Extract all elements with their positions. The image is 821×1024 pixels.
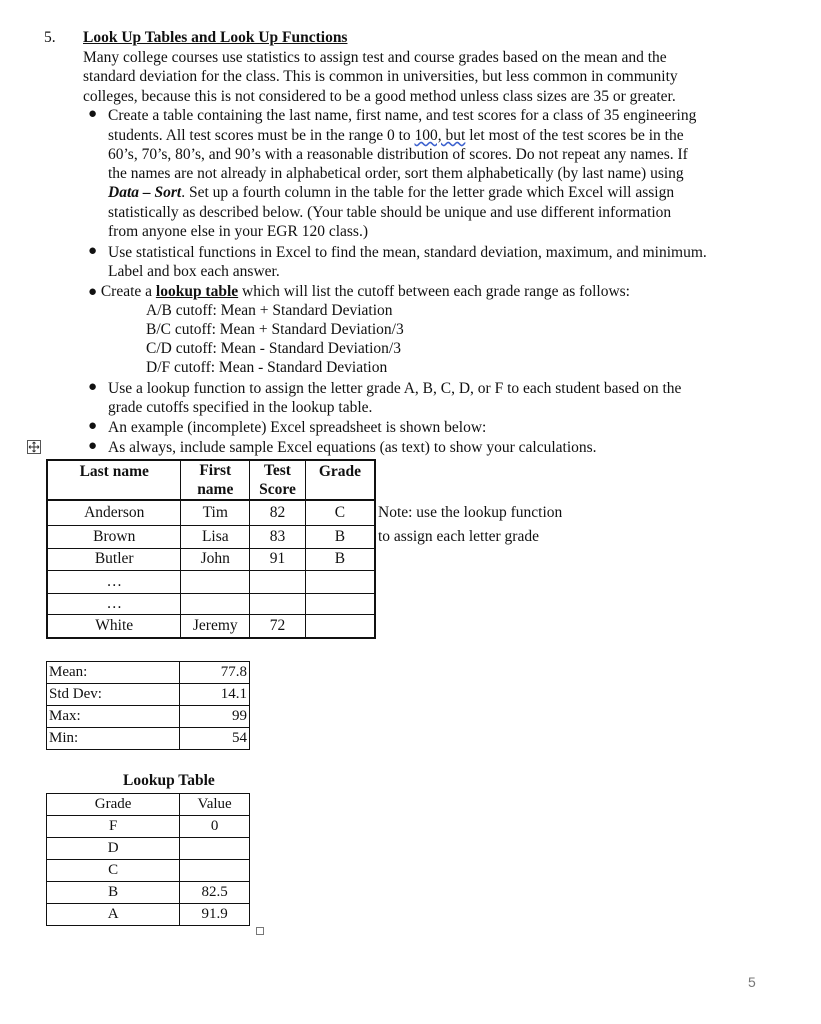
table-row	[47, 525, 375, 548]
cell-first: Lisa	[181, 525, 250, 548]
cell-first	[181, 593, 250, 614]
lookup-header-value: Value	[180, 794, 250, 816]
cell-score	[250, 593, 306, 614]
b5-line: An example (incomplete) Excel spreadsheet is shown below:	[108, 419, 487, 436]
lookup-grade: D	[47, 838, 180, 860]
b1-line-5: Data – Sort. Set up a fourth column in the table for the letter grade which Excel will assign	[108, 184, 675, 201]
cell-last: Butler	[47, 548, 181, 570]
intro-line-3: colleges, because this is not considered to be a good method unless class sizes are 35 or greater.	[83, 88, 676, 105]
spellcheck-flag: 100, but	[414, 127, 466, 144]
lookup-value	[180, 860, 250, 882]
b1-line-3: 60’s, 70’s, 80’s, and 90’s with a reasonable distribution of scores. Do not repeat any names. If	[108, 146, 688, 163]
bullet-dot: ●	[88, 418, 98, 434]
stat-value: 99	[180, 706, 250, 728]
cell-last: Brown	[47, 525, 181, 548]
cell-grade: C	[305, 500, 375, 525]
b1-line-1: Create a table containing the last name, first name, and test scores for a class of 35 engineering	[108, 107, 697, 124]
section-number: 5.	[44, 29, 56, 46]
move-handle-icon[interactable]	[27, 440, 41, 454]
stats-table	[46, 661, 250, 750]
table-row	[47, 816, 250, 838]
lookup-table	[46, 793, 250, 926]
lookup-value: 82.5	[180, 882, 250, 904]
stat-label: Max:	[47, 706, 180, 728]
stat-row-mean	[47, 662, 250, 684]
cutoff-bc: B/C cutoff: Mean + Standard Deviation/3	[146, 321, 404, 338]
cell-score: 83	[250, 525, 306, 548]
page-number: 5	[748, 974, 756, 990]
grade-table	[46, 459, 376, 639]
intro-line-2: standard deviation for the class. This is common in universities, but less common in community	[83, 68, 678, 85]
cell-first: Jeremy	[181, 614, 250, 638]
header-grade: Grade	[305, 460, 375, 500]
stat-label: Std Dev:	[47, 684, 180, 706]
cell-grade: B	[305, 525, 375, 548]
b2-line-2: Label and box each answer.	[108, 263, 280, 280]
stat-row-min	[47, 728, 250, 750]
lookup-value: 91.9	[180, 904, 250, 926]
table-row	[47, 860, 250, 882]
cell-first: John	[181, 548, 250, 570]
note-line-2: to assign each letter grade	[378, 528, 539, 545]
stat-label: Min:	[47, 728, 180, 750]
cutoff-cd: C/D cutoff: Mean - Standard Deviation/3	[146, 340, 401, 357]
stat-value: 14.1	[180, 684, 250, 706]
header-first-name: First name	[181, 460, 250, 500]
cell-first: Tim	[181, 500, 250, 525]
cell-last: White	[47, 614, 181, 638]
bullet-dot: ●	[88, 379, 98, 395]
cell-last: …	[47, 570, 181, 593]
table-row	[47, 500, 375, 525]
stat-value: 77.8	[180, 662, 250, 684]
lookup-grade: B	[47, 882, 180, 904]
b2-line-1: Use statistical functions in Excel to find the mean, standard deviation, maximum, and minimum.	[108, 244, 707, 261]
cell-score: 72	[250, 614, 306, 638]
stat-row-std-dev	[47, 684, 250, 706]
b1-line-7: from anyone else in your EGR 120 class.)	[108, 223, 368, 240]
b3-line: ● Create a lookup table which will list the cutoff between each grade range as follows:	[88, 283, 630, 300]
bullet-dot: ●	[88, 243, 98, 259]
cell-grade: B	[305, 548, 375, 570]
header-last-name: Last name	[47, 460, 181, 500]
lookup-title: Lookup Table	[123, 772, 215, 789]
b6-line: As always, include sample Excel equations (as text) to show your calculations.	[108, 439, 597, 456]
cell-last: …	[47, 593, 181, 614]
b1-line-2: students. All test scores must be in the range 0 to 100, but let most of the test scores be in the	[108, 127, 684, 144]
lookup-value	[180, 838, 250, 860]
table-row	[47, 882, 250, 904]
intro-line-1: Many college courses use statistics to assign test and course grades based on the mean and the	[83, 49, 667, 66]
stat-row-max	[47, 706, 250, 728]
resize-handle-icon[interactable]	[256, 927, 264, 935]
cell-score: 91	[250, 548, 306, 570]
section-title: Look Up Tables and Look Up Functions	[83, 29, 348, 46]
cell-last: Anderson	[47, 500, 181, 525]
table-row	[47, 570, 375, 593]
b1-line-6: statistically as described below. (Your table should be unique and use different information	[108, 204, 672, 221]
lookup-grade: A	[47, 904, 180, 926]
b4-line-1: Use a lookup function to assign the letter grade A, B, C, D, or F to each student based on the	[108, 380, 682, 397]
table-row	[47, 838, 250, 860]
header-test-score: Test Score	[250, 460, 306, 500]
grade-table-header	[47, 460, 375, 500]
bullet-dot: ●	[88, 106, 98, 122]
table-row	[47, 593, 375, 614]
table-row	[47, 904, 250, 926]
b1-line-4: the names are not already in alphabetical order, sort them alphabetically (by last name) using	[108, 165, 684, 182]
cell-first	[181, 570, 250, 593]
lookup-grade: F	[47, 816, 180, 838]
cell-score	[250, 570, 306, 593]
lookup-header	[47, 794, 250, 816]
table-row	[47, 614, 375, 638]
lookup-header-grade: Grade	[47, 794, 180, 816]
cutoff-df: D/F cutoff: Mean - Standard Deviation	[146, 359, 388, 376]
cutoff-ab: A/B cutoff: Mean + Standard Deviation	[146, 302, 393, 319]
stat-value: 54	[180, 728, 250, 750]
b4-line-2: grade cutoffs specified in the lookup table.	[108, 399, 373, 416]
cell-grade	[305, 614, 375, 638]
note-line-1: Note: use the lookup function	[378, 504, 563, 521]
cell-score: 82	[250, 500, 306, 525]
stat-label: Mean:	[47, 662, 180, 684]
table-row	[47, 548, 375, 570]
bullet-dot: ●	[88, 438, 98, 454]
cell-grade	[305, 593, 375, 614]
lookup-value: 0	[180, 816, 250, 838]
cell-grade	[305, 570, 375, 593]
lookup-grade: C	[47, 860, 180, 882]
